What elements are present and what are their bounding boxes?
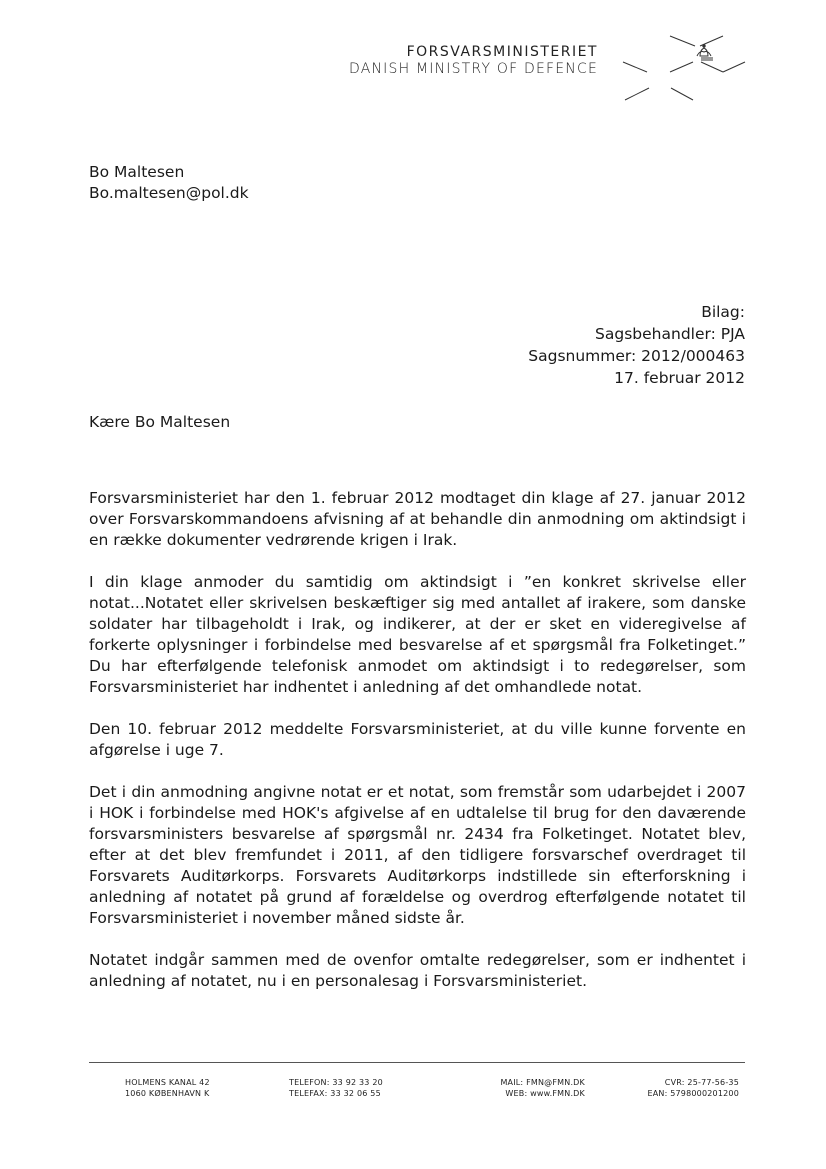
paragraph: Forsvarsministeriet har den 1. februar 2012 modtaget din klage af 27. januar 2012 over Forsvarskommandoens afvisning af at behandle din anmodning om aktindsigt i en række dokumenter vedrørende krigen i Irak. bbox=[89, 489, 746, 549]
paragraph: Notatet indgår sammen med de ovenfor omtalte redegørelser, som er indhentet i anledning af notatet, nu i en personalesag i Forsvarsministeriet. bbox=[89, 951, 746, 990]
letter-date: 17. februar 2012 bbox=[614, 369, 745, 387]
telefax: TELEFAX: 33 32 06 55 bbox=[289, 1089, 381, 1098]
paragraph: Det i din anmodning angivne notat er et notat, som fremstår som udarbejdet i 2007 i HOK i forbindelse med HOK's afgivelse af en udtalelse til brug for den daværende forsvarsministers besvarelse af spørgsmål nr. 2434 fra Folketinget. Notatet blev, efter at det blev fremfundet i 2011, af den tidligere forsvarschef overdraget til Forsvarets Auditørkorps. Forsvarets Auditørkorps indstillede sin efterforskning i anledning af notatet på grund af forældelse og overdrog efterfølgende notatet til Forsvarsministeriet i november måned sidste år. bbox=[89, 783, 746, 927]
letter-body bbox=[89, 412, 746, 992]
case-handler: Sagsbehandler: PJA bbox=[595, 325, 745, 343]
ministry-name-english: DANISH MINISTRY OF DEFENCE bbox=[349, 61, 598, 77]
salutation: Kære Bo Maltesen bbox=[89, 413, 231, 431]
paragraph: I din klage anmoder du samtidig om aktindsigt i ”en konkret skrivelse eller notat...Notatet eller skrivelsen beskæftiger sig med antallet af irakere, som danske soldater har tilbageholdt i Irak, og indikerer, at der er sket en videregivelse af forkerte oplysninger i forbindelse med besvarelse af et spørgsmål fra Folketinget.” Du har efterfølgende telefonisk anmodet om aktindsigt i to redegørelser, som Forsvarsministeriet har indhentet i anledning af det omhandlede notat. bbox=[89, 573, 746, 696]
telephone: TELEFON: 33 92 33 20 bbox=[289, 1078, 383, 1087]
recipient-email: Bo.maltesen@pol.dk bbox=[89, 184, 249, 202]
footer bbox=[89, 1077, 745, 1107]
web: WEB: www.FMN.DK bbox=[505, 1089, 585, 1098]
recipient-name: Bo Maltesen bbox=[89, 163, 185, 181]
footer-phone bbox=[289, 1077, 383, 1099]
ean-number: EAN: 5798000201200 bbox=[647, 1089, 739, 1098]
footer-divider bbox=[89, 1062, 745, 1063]
recipient-block bbox=[89, 162, 249, 204]
ministry-name-danish: FORSVARSMINISTERIET bbox=[406, 44, 598, 60]
footer-contact bbox=[500, 1077, 585, 1099]
paragraph: Den 10. februar 2012 meddelte Forsvarsministeriet, at du ville kunne forvente en afgørelse i uge 7. bbox=[89, 720, 746, 759]
address-line: 1060 KØBENHAVN K bbox=[125, 1089, 210, 1098]
letterhead bbox=[349, 44, 598, 78]
address-line: HOLMENS KANAL 42 bbox=[125, 1078, 210, 1087]
mail: MAIL: FMN@FMN.DK bbox=[500, 1078, 585, 1087]
cvr-number: CVR: 25-77-56-35 bbox=[664, 1078, 739, 1087]
bilag-label: Bilag: bbox=[701, 303, 745, 321]
case-meta-block bbox=[528, 301, 745, 389]
crown-emblem-icon bbox=[615, 30, 755, 105]
case-number: Sagsnummer: 2012/000463 bbox=[528, 347, 745, 365]
footer-address bbox=[125, 1077, 210, 1099]
footer-registration bbox=[647, 1077, 739, 1099]
